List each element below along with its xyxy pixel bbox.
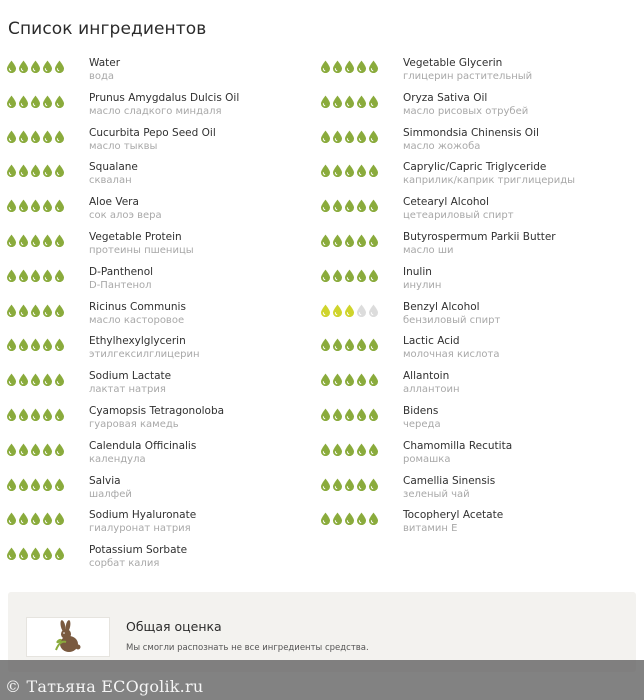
ingredient-row[interactable] bbox=[320, 158, 630, 193]
drop-icon bbox=[356, 199, 367, 212]
ingredient-row[interactable] bbox=[320, 506, 630, 541]
drop-icon bbox=[344, 304, 355, 317]
bunny-logo-icon bbox=[48, 620, 88, 654]
drop-icon bbox=[344, 512, 355, 525]
ingredient-name[interactable]: Vegetable Protein bbox=[89, 230, 182, 243]
ingredient-translation: сорбат калия bbox=[89, 558, 160, 570]
drop-icon bbox=[6, 338, 17, 351]
drop-icon bbox=[30, 443, 41, 456]
drop-icon bbox=[42, 234, 53, 247]
ingredient-names bbox=[403, 266, 441, 292]
drop-icon bbox=[30, 304, 41, 317]
drop-icon bbox=[54, 269, 65, 282]
ingredient-name[interactable]: Salvia bbox=[89, 474, 121, 487]
overall-rating-text: Мы смогли распознать не все ингредиенты средства. bbox=[126, 643, 369, 653]
ingredient-name[interactable]: Chamomilla Recutita bbox=[403, 439, 513, 452]
ingredient-translation: цетеариловый спирт bbox=[403, 210, 514, 222]
ingredient-translation: лактат натрия bbox=[89, 384, 166, 396]
drop-icon bbox=[42, 304, 53, 317]
drop-icon bbox=[320, 234, 331, 247]
ingredient-row[interactable] bbox=[320, 332, 630, 367]
drop-icon bbox=[344, 95, 355, 108]
drop-icon bbox=[332, 408, 343, 421]
drop-icon bbox=[356, 338, 367, 351]
drop-icon bbox=[368, 338, 379, 351]
ingredient-translation: D-Пантенол bbox=[89, 279, 152, 291]
ingredient-names bbox=[403, 475, 495, 501]
drop-icon bbox=[332, 512, 343, 525]
ingredient-name[interactable]: Tocopheryl Acetate bbox=[403, 509, 504, 522]
ingredient-names bbox=[89, 370, 171, 396]
drop-icon bbox=[344, 234, 355, 247]
safety-rating bbox=[6, 164, 65, 177]
drop-icon bbox=[30, 547, 41, 560]
drop-icon bbox=[6, 95, 17, 108]
safety-rating bbox=[6, 408, 65, 421]
drop-icon bbox=[356, 164, 367, 177]
ingredient-row[interactable] bbox=[320, 472, 630, 507]
safety-rating bbox=[6, 547, 65, 560]
drop-icon bbox=[6, 60, 17, 73]
drop-icon bbox=[356, 130, 367, 143]
ingredient-names bbox=[403, 57, 532, 83]
ingredient-names bbox=[403, 405, 441, 431]
ingredient-name[interactable]: Aloe Vera bbox=[89, 196, 139, 209]
drop-icon bbox=[356, 95, 367, 108]
ingredient-name[interactable]: Squalane bbox=[89, 161, 138, 174]
drop-icon bbox=[18, 95, 29, 108]
safety-rating bbox=[320, 130, 379, 143]
drop-icon bbox=[54, 95, 65, 108]
safety-rating bbox=[6, 130, 65, 143]
ingredient-name[interactable]: Ethylhexylglycerin bbox=[89, 335, 186, 348]
ingredient-name[interactable]: Allantoin bbox=[403, 370, 450, 383]
ingredient-names bbox=[403, 301, 500, 327]
drop-icon bbox=[54, 512, 65, 525]
ingredient-name[interactable]: Oryza Sativa Oil bbox=[403, 91, 488, 104]
ingredient-names bbox=[403, 370, 460, 396]
drop-icon bbox=[332, 60, 343, 73]
ingredient-row[interactable] bbox=[320, 402, 630, 437]
drop-icon bbox=[332, 130, 343, 143]
ingredient-names bbox=[403, 127, 539, 153]
safety-rating bbox=[320, 338, 379, 351]
safety-rating bbox=[320, 164, 379, 177]
drop-icon bbox=[6, 373, 17, 386]
drop-icon bbox=[368, 164, 379, 177]
drop-icon bbox=[30, 512, 41, 525]
ingredient-names bbox=[89, 544, 187, 570]
safety-rating bbox=[320, 199, 379, 212]
drop-icon bbox=[54, 234, 65, 247]
ingredient-row[interactable] bbox=[6, 332, 316, 367]
drop-icon bbox=[344, 373, 355, 386]
drop-icon bbox=[368, 130, 379, 143]
drop-icon bbox=[54, 478, 65, 491]
ingredient-translation: шалфей bbox=[89, 488, 132, 500]
drop-icon bbox=[54, 130, 65, 143]
drop-icon bbox=[332, 199, 343, 212]
ingredient-row[interactable] bbox=[6, 506, 316, 541]
safety-rating bbox=[320, 304, 379, 317]
drop-icon bbox=[42, 443, 53, 456]
drop-icon bbox=[368, 478, 379, 491]
drop-icon bbox=[368, 95, 379, 108]
drop-icon bbox=[344, 164, 355, 177]
drop-icon bbox=[368, 408, 379, 421]
drop-icon bbox=[6, 199, 17, 212]
drop-icon bbox=[18, 338, 29, 351]
drop-icon bbox=[18, 164, 29, 177]
ingredient-name[interactable]: Sodium Lactate bbox=[89, 370, 172, 383]
ingredient-name[interactable]: Cetearyl Alcohol bbox=[403, 196, 489, 209]
ingredient-row[interactable] bbox=[320, 228, 630, 263]
ingredient-row[interactable] bbox=[6, 263, 316, 298]
drop-icon bbox=[6, 547, 17, 560]
ingredient-name[interactable]: Caprylic/Capric Triglyceride bbox=[403, 161, 547, 174]
overall-rating-title: Общая оценка bbox=[126, 619, 222, 634]
drop-icon bbox=[18, 512, 29, 525]
drop-icon bbox=[18, 547, 29, 560]
drop-icon bbox=[30, 338, 41, 351]
safety-rating bbox=[320, 95, 379, 108]
drop-icon bbox=[368, 234, 379, 247]
ingredient-row[interactable] bbox=[6, 228, 316, 263]
drop-icon bbox=[6, 478, 17, 491]
drop-icon bbox=[18, 443, 29, 456]
ingredient-translation: масло рисовых отрубей bbox=[403, 105, 529, 117]
ingredient-name[interactable]: Sodium Hyaluronate bbox=[89, 509, 197, 522]
ingredient-translation: сок алоэ вера bbox=[89, 210, 162, 222]
drop-icon bbox=[6, 234, 17, 247]
drop-icon bbox=[320, 164, 331, 177]
ingredient-names bbox=[89, 335, 200, 361]
drop-icon bbox=[54, 443, 65, 456]
drop-icon bbox=[320, 60, 331, 73]
safety-rating bbox=[6, 338, 65, 351]
drop-icon bbox=[42, 60, 53, 73]
ingredient-translation: масло тыквы bbox=[89, 140, 158, 152]
ingredient-row[interactable] bbox=[6, 437, 316, 472]
drop-icon bbox=[54, 199, 65, 212]
ingredient-names bbox=[403, 92, 528, 118]
drop-icon bbox=[368, 60, 379, 73]
drop-icon bbox=[18, 269, 29, 282]
drop-icon bbox=[344, 338, 355, 351]
ingredient-translation: масло касторовое bbox=[89, 314, 185, 326]
ingredient-name[interactable]: Water bbox=[89, 57, 121, 69]
drop-icon bbox=[18, 373, 29, 386]
drop-icon bbox=[6, 443, 17, 456]
ingredients-column-right bbox=[320, 54, 630, 541]
drop-icon bbox=[42, 512, 53, 525]
safety-rating bbox=[320, 443, 379, 456]
ingredient-row[interactable] bbox=[6, 89, 316, 124]
safety-rating bbox=[6, 373, 65, 386]
drop-icon bbox=[18, 304, 29, 317]
drop-icon bbox=[356, 234, 367, 247]
ingredient-row[interactable] bbox=[320, 54, 630, 89]
ingredient-names bbox=[403, 440, 512, 466]
drop-icon bbox=[30, 60, 41, 73]
drop-icon bbox=[356, 443, 367, 456]
drop-icon bbox=[54, 304, 65, 317]
drop-icon bbox=[332, 304, 343, 317]
drop-icon bbox=[356, 408, 367, 421]
drop-icon bbox=[42, 269, 53, 282]
ingredient-names bbox=[89, 509, 196, 535]
ingredient-name[interactable]: Cucurbita Pepo Seed Oil bbox=[89, 126, 216, 139]
ingredient-row[interactable] bbox=[320, 298, 630, 333]
safety-rating bbox=[320, 269, 379, 282]
ingredient-translation: гиалуронат натрия bbox=[89, 523, 191, 535]
drop-icon bbox=[320, 443, 331, 456]
ingredient-names bbox=[89, 440, 196, 466]
ingredient-row[interactable] bbox=[320, 437, 630, 472]
drop-icon bbox=[332, 443, 343, 456]
ingredient-row[interactable] bbox=[6, 158, 316, 193]
ingredient-name[interactable]: Calendula Officinalis bbox=[89, 439, 197, 452]
drop-icon bbox=[18, 478, 29, 491]
drop-icon bbox=[356, 304, 367, 317]
page-title: Список ингредиентов bbox=[8, 19, 207, 39]
ingredient-translation: бензиловый спирт bbox=[403, 314, 501, 326]
ingredient-names bbox=[89, 161, 138, 187]
drop-icon bbox=[30, 95, 41, 108]
drop-icon bbox=[18, 408, 29, 421]
ingredient-names bbox=[89, 57, 120, 83]
safety-rating bbox=[320, 373, 379, 386]
drop-icon bbox=[6, 164, 17, 177]
drop-icon bbox=[332, 478, 343, 491]
drop-icon bbox=[344, 199, 355, 212]
drop-icon bbox=[42, 338, 53, 351]
drop-icon bbox=[356, 512, 367, 525]
ingredient-translation: этилгексилглицерин bbox=[89, 349, 200, 361]
ingredient-row[interactable] bbox=[6, 472, 316, 507]
ingredient-names bbox=[89, 475, 132, 501]
ingredient-translation: череда bbox=[403, 418, 441, 430]
ingredient-row[interactable] bbox=[6, 298, 316, 333]
ingredient-translation: витамин Е bbox=[403, 523, 458, 535]
drop-icon bbox=[30, 478, 41, 491]
drop-icon bbox=[320, 512, 331, 525]
drop-icon bbox=[42, 373, 53, 386]
drop-icon bbox=[18, 234, 29, 247]
ingredient-names bbox=[89, 405, 224, 431]
watermark-bar bbox=[0, 660, 644, 700]
safety-rating bbox=[320, 408, 379, 421]
ingredient-translation: масло ши bbox=[403, 244, 454, 256]
ingredient-name[interactable]: Prunus Amygdalus Dulcis Oil bbox=[89, 91, 240, 104]
drop-icon bbox=[344, 60, 355, 73]
drop-icon bbox=[18, 130, 29, 143]
ingredient-translation: протеины пшеницы bbox=[89, 244, 194, 256]
drop-icon bbox=[332, 269, 343, 282]
safety-rating bbox=[6, 234, 65, 247]
drop-icon bbox=[54, 547, 65, 560]
safety-rating bbox=[6, 95, 65, 108]
drop-icon bbox=[320, 199, 331, 212]
drop-icon bbox=[368, 269, 379, 282]
drop-icon bbox=[42, 164, 53, 177]
ingredient-row[interactable] bbox=[6, 367, 316, 402]
ingredient-translation: масло жожоба bbox=[403, 140, 481, 152]
ingredient-name[interactable]: Ricinus Communis bbox=[89, 300, 186, 313]
ingredient-row[interactable] bbox=[320, 263, 630, 298]
drop-icon bbox=[54, 60, 65, 73]
drop-icon bbox=[6, 512, 17, 525]
drop-icon bbox=[42, 199, 53, 212]
ingredient-translation: глицерин растительный bbox=[403, 71, 533, 82]
drop-icon bbox=[332, 373, 343, 386]
drop-icon bbox=[356, 478, 367, 491]
drop-icon bbox=[368, 373, 379, 386]
safety-rating bbox=[6, 478, 65, 491]
ingredient-names bbox=[403, 335, 499, 361]
drop-icon bbox=[356, 60, 367, 73]
drop-icon bbox=[30, 130, 41, 143]
ingredient-name[interactable]: Butyrospermum Parkii Butter bbox=[403, 230, 556, 243]
drop-icon bbox=[332, 164, 343, 177]
ingredient-name[interactable]: Potassium Sorbate bbox=[89, 544, 188, 557]
drop-icon bbox=[54, 338, 65, 351]
ingredient-row[interactable] bbox=[320, 367, 630, 402]
ingredients-column-left bbox=[6, 54, 316, 576]
safety-rating bbox=[320, 234, 379, 247]
drop-icon bbox=[18, 60, 29, 73]
ingredient-names bbox=[403, 161, 575, 187]
drop-icon bbox=[6, 408, 17, 421]
drop-icon bbox=[30, 164, 41, 177]
safety-rating bbox=[6, 199, 65, 212]
safety-rating bbox=[320, 478, 379, 491]
drop-icon bbox=[320, 95, 331, 108]
drop-icon bbox=[42, 130, 53, 143]
ingredient-translation: инулин bbox=[403, 279, 442, 291]
ingredient-translation: календула bbox=[89, 453, 146, 465]
ingredient-row[interactable] bbox=[320, 89, 630, 124]
ingredient-names bbox=[89, 92, 239, 118]
drop-icon bbox=[332, 234, 343, 247]
drop-icon bbox=[368, 443, 379, 456]
drop-icon bbox=[30, 408, 41, 421]
ingredient-name[interactable]: Benzyl Alcohol bbox=[403, 300, 480, 313]
drop-icon bbox=[54, 373, 65, 386]
ingredient-translation: масло сладкого миндаля bbox=[89, 105, 222, 117]
drop-icon bbox=[42, 478, 53, 491]
drop-icon bbox=[42, 408, 53, 421]
ingredient-row[interactable] bbox=[320, 193, 630, 228]
ingredient-name[interactable]: Simmondsia Chinensis Oil bbox=[403, 126, 539, 139]
drop-icon bbox=[332, 338, 343, 351]
drop-icon bbox=[320, 130, 331, 143]
ingredient-name[interactable]: D-Panthenol bbox=[89, 265, 154, 278]
ingredient-translation: молочная кислота bbox=[403, 349, 500, 361]
ingredient-name[interactable]: Bidens bbox=[403, 404, 439, 417]
ingredient-names bbox=[89, 231, 194, 257]
drop-icon bbox=[344, 269, 355, 282]
drop-icon bbox=[344, 443, 355, 456]
brand-logo bbox=[26, 617, 110, 657]
drop-icon bbox=[54, 408, 65, 421]
drop-icon bbox=[344, 408, 355, 421]
ingredient-translation: ромашка bbox=[403, 453, 451, 465]
drop-icon bbox=[320, 269, 331, 282]
ingredient-name[interactable]: Vegetable Glycerin bbox=[403, 57, 503, 69]
ingredient-translation: аллантоин bbox=[403, 384, 460, 396]
ingredient-name[interactable]: Lactic Acid bbox=[403, 335, 460, 348]
safety-rating bbox=[320, 60, 379, 73]
safety-rating bbox=[320, 512, 379, 525]
ingredient-translation: сквалан bbox=[89, 175, 132, 187]
drop-icon bbox=[368, 304, 379, 317]
drop-icon bbox=[30, 373, 41, 386]
drop-icon bbox=[320, 478, 331, 491]
ingredient-translation: вода bbox=[89, 71, 115, 82]
ingredient-names bbox=[403, 196, 514, 222]
drop-icon bbox=[6, 304, 17, 317]
drop-icon bbox=[332, 95, 343, 108]
drop-icon bbox=[30, 199, 41, 212]
drop-icon bbox=[368, 512, 379, 525]
ingredient-row[interactable] bbox=[6, 193, 316, 228]
ingredient-name[interactable]: Camellia Sinensis bbox=[403, 474, 496, 487]
ingredient-translation: зеленый чай bbox=[403, 488, 470, 500]
ingredient-row[interactable] bbox=[320, 124, 630, 159]
drop-icon bbox=[54, 164, 65, 177]
ingredient-row[interactable] bbox=[6, 541, 316, 576]
drop-icon bbox=[320, 338, 331, 351]
ingredient-names bbox=[89, 301, 186, 327]
drop-icon bbox=[368, 199, 379, 212]
safety-rating bbox=[6, 60, 65, 73]
drop-icon bbox=[18, 199, 29, 212]
drop-icon bbox=[320, 373, 331, 386]
drop-icon bbox=[344, 130, 355, 143]
safety-rating bbox=[6, 269, 65, 282]
safety-rating bbox=[6, 443, 65, 456]
drop-icon bbox=[30, 269, 41, 282]
ingredient-names bbox=[403, 509, 503, 535]
safety-rating bbox=[6, 304, 65, 317]
drop-icon bbox=[320, 304, 331, 317]
ingredient-names bbox=[89, 127, 216, 153]
drop-icon bbox=[42, 547, 53, 560]
ingredient-row[interactable] bbox=[6, 124, 316, 159]
safety-rating bbox=[6, 512, 65, 525]
drop-icon bbox=[344, 478, 355, 491]
drop-icon bbox=[320, 408, 331, 421]
ingredient-row[interactable] bbox=[6, 54, 316, 89]
watermark-text: © Татьяна ECOgolik.ru bbox=[5, 677, 204, 696]
drop-icon bbox=[42, 95, 53, 108]
drop-icon bbox=[6, 130, 17, 143]
drop-icon bbox=[6, 269, 17, 282]
ingredient-row[interactable] bbox=[6, 402, 316, 437]
ingredient-translation: каприлик/каприк триглицериды bbox=[403, 175, 576, 187]
drop-icon bbox=[356, 373, 367, 386]
ingredient-names bbox=[89, 266, 153, 292]
drop-icon bbox=[356, 269, 367, 282]
drop-icon bbox=[30, 234, 41, 247]
ingredient-names bbox=[89, 196, 162, 222]
ingredient-names bbox=[403, 231, 556, 257]
ingredient-name[interactable]: Inulin bbox=[403, 265, 432, 278]
ingredient-translation: гуаровая камедь bbox=[89, 418, 179, 430]
ingredient-name[interactable]: Cyamopsis Tetragonoloba bbox=[89, 404, 225, 417]
